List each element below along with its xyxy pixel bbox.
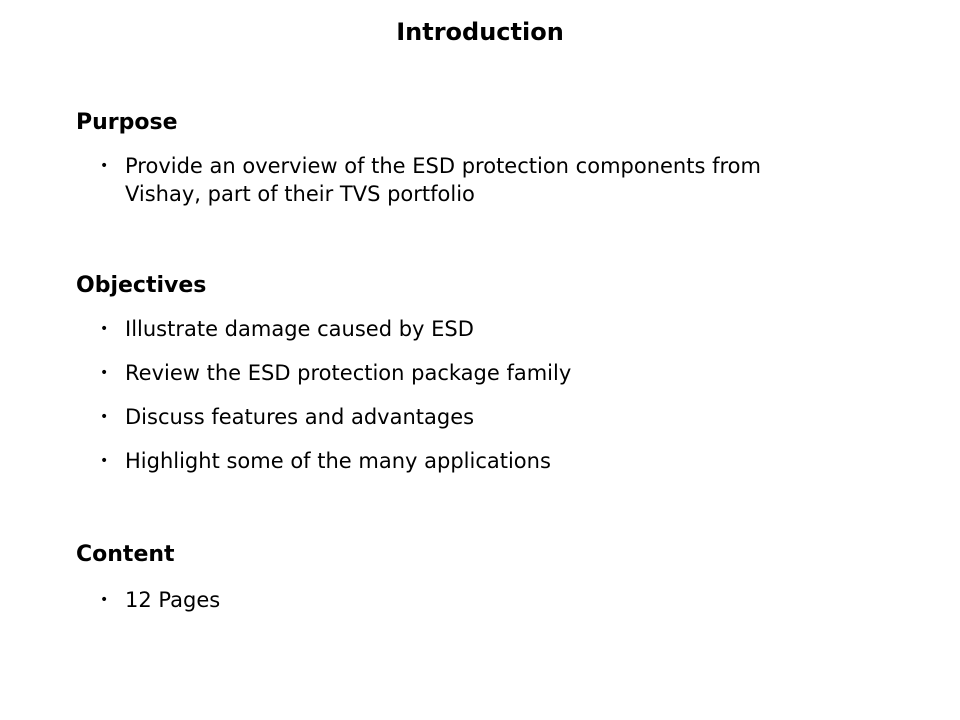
purpose-section — [76, 108, 836, 208]
bullet-text: Illustrate damage caused by ESD — [125, 317, 474, 341]
bullet-icon: • — [100, 409, 109, 425]
objectives-heading: Objectives — [76, 273, 207, 298]
content-list — [76, 586, 836, 614]
slide-title: Introduction — [396, 18, 564, 46]
bullet-icon: • — [100, 365, 109, 381]
bullet-text: Discuss features and advantages — [125, 405, 475, 429]
bullet-text: Highlight some of the many applications — [125, 449, 551, 473]
bullet-text: 12 Pages — [125, 588, 221, 612]
bullet-text: Provide an overview of the ESD protection components from Vishay, part of their TVS portfolio — [125, 154, 761, 206]
purpose-list — [76, 152, 836, 208]
list-item — [76, 586, 836, 614]
bullet-icon: • — [100, 592, 109, 608]
list-item — [76, 152, 836, 208]
purpose-heading: Purpose — [76, 110, 178, 135]
bullet-icon: • — [100, 321, 109, 337]
bullet-icon: • — [100, 453, 109, 469]
list-item — [76, 403, 836, 431]
objectives-section — [76, 271, 836, 475]
bullet-text: Review the ESD protection package family — [125, 361, 572, 385]
list-item — [76, 447, 836, 475]
list-item — [76, 359, 836, 387]
bullet-icon: • — [100, 158, 109, 174]
content-heading: Content — [76, 542, 175, 567]
list-item — [76, 315, 836, 343]
objectives-list — [76, 315, 836, 475]
content-section — [76, 540, 836, 614]
